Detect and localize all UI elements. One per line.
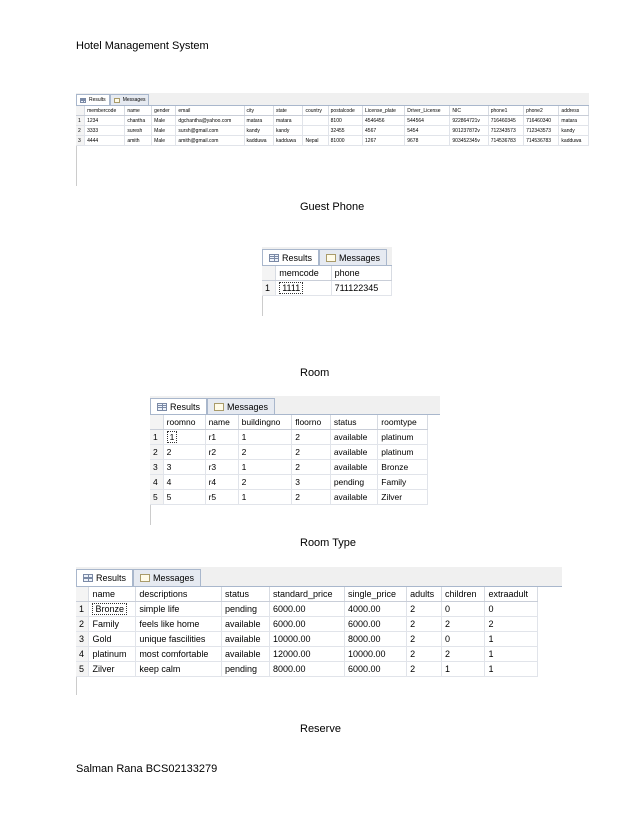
table-cell[interactable]: 6000.00 bbox=[345, 662, 407, 677]
table-cell[interactable]: amith@gmail.com bbox=[176, 136, 244, 146]
table-cell[interactable]: 8100 bbox=[328, 116, 362, 126]
table-cell[interactable]: 2 bbox=[292, 430, 331, 445]
table-cell[interactable]: 1 bbox=[238, 460, 292, 475]
table-cell[interactable]: 8000.00 bbox=[345, 632, 407, 647]
table-cell[interactable]: r4 bbox=[205, 475, 238, 490]
table-cell[interactable]: Family bbox=[378, 475, 428, 490]
table-cell[interactable]: available bbox=[330, 460, 377, 475]
column-header[interactable]: License_plate bbox=[363, 106, 405, 116]
table-cell[interactable]: matara bbox=[274, 116, 303, 126]
table-cell[interactable]: Zilver bbox=[89, 662, 136, 677]
guest-results-panel bbox=[76, 93, 589, 186]
table-row[interactable] bbox=[76, 632, 538, 647]
row-number[interactable]: 1 bbox=[262, 281, 276, 296]
table-cell[interactable]: 10000.00 bbox=[269, 632, 344, 647]
table-cell[interactable]: 712343573 bbox=[488, 126, 523, 136]
table-cell[interactable]: 2 bbox=[485, 617, 538, 632]
messages-tab-label: Messages bbox=[122, 97, 146, 103]
grid-empty-area bbox=[76, 677, 562, 695]
table-cell[interactable] bbox=[89, 602, 136, 617]
column-header[interactable]: phone bbox=[331, 266, 391, 281]
message-icon bbox=[114, 98, 120, 103]
table-cell[interactable]: 2 bbox=[292, 460, 331, 475]
table-cell[interactable]: 903452345v bbox=[450, 136, 488, 146]
table-cell[interactable] bbox=[163, 430, 205, 445]
table-cell[interactable]: 0 bbox=[485, 602, 538, 617]
table-cell[interactable]: Zilver bbox=[378, 490, 428, 505]
table-cell[interactable]: 2 bbox=[407, 647, 442, 662]
table-cell[interactable]: 4567 bbox=[363, 126, 405, 136]
table-cell[interactable]: Nepal bbox=[303, 136, 328, 146]
results-tabs bbox=[262, 247, 392, 266]
table-cell[interactable]: available bbox=[222, 617, 270, 632]
table-cell[interactable]: unique fascilities bbox=[136, 632, 222, 647]
messages-tab-label: Messages bbox=[339, 252, 381, 263]
corner-cell[interactable] bbox=[150, 415, 163, 430]
message-icon bbox=[214, 403, 224, 411]
messages-tab[interactable] bbox=[207, 398, 275, 414]
document-footer: Salman Rana BCS02133279 bbox=[76, 763, 218, 775]
guest-phone-table bbox=[262, 266, 392, 296]
table-cell[interactable]: 9678 bbox=[405, 136, 450, 146]
column-header[interactable]: name bbox=[125, 106, 152, 116]
table-cell[interactable]: r3 bbox=[205, 460, 238, 475]
table-cell[interactable]: r1 bbox=[205, 430, 238, 445]
results-tab[interactable] bbox=[76, 569, 133, 586]
table-cell[interactable]: 1 bbox=[485, 632, 538, 647]
table-cell[interactable]: chantha bbox=[125, 116, 152, 126]
guest-phone-results-panel bbox=[262, 247, 392, 316]
row-number[interactable]: 1 bbox=[76, 602, 89, 617]
guest-phone-caption: Guest Phone bbox=[300, 201, 365, 213]
table-cell[interactable]: 922864721v bbox=[450, 116, 488, 126]
results-tab-label: Results bbox=[170, 401, 201, 412]
table-cell[interactable]: most comfortable bbox=[136, 647, 222, 662]
table-cell[interactable]: 712343573 bbox=[524, 126, 559, 136]
guest-table bbox=[76, 106, 589, 146]
table-cell[interactable]: 4444 bbox=[85, 136, 125, 146]
table-cell[interactable]: Family bbox=[89, 617, 136, 632]
table-cell[interactable]: 2 bbox=[407, 617, 442, 632]
table-cell[interactable]: 2 bbox=[442, 647, 485, 662]
table-cell[interactable]: suresh bbox=[125, 126, 152, 136]
messages-tab[interactable] bbox=[319, 249, 387, 265]
table-cell[interactable]: 2 bbox=[238, 445, 292, 460]
results-tabs bbox=[76, 567, 562, 587]
table-cell[interactable]: 4000.00 bbox=[345, 602, 407, 617]
messages-tab-label: Messages bbox=[153, 573, 195, 583]
results-tab[interactable] bbox=[150, 398, 207, 414]
table-row[interactable] bbox=[150, 430, 428, 445]
column-header[interactable]: roomtype bbox=[378, 415, 428, 430]
column-header[interactable]: single_price bbox=[345, 587, 407, 602]
column-header[interactable]: status bbox=[222, 587, 270, 602]
table-cell[interactable]: 3333 bbox=[85, 126, 125, 136]
table-row[interactable] bbox=[76, 126, 589, 136]
corner-cell[interactable] bbox=[76, 587, 89, 602]
messages-tab-label: Messages bbox=[227, 401, 269, 412]
column-header[interactable]: email bbox=[176, 106, 244, 116]
grid-icon bbox=[80, 98, 86, 103]
messages-tab[interactable] bbox=[110, 94, 150, 105]
row-number[interactable]: 3 bbox=[76, 136, 85, 146]
message-icon bbox=[326, 254, 336, 262]
table-cell[interactable]: 711122345 bbox=[331, 281, 391, 296]
room-results-panel bbox=[150, 396, 440, 525]
row-number[interactable]: 4 bbox=[76, 647, 89, 662]
table-cell[interactable]: 81000 bbox=[328, 136, 362, 146]
column-header[interactable]: standard_price bbox=[269, 587, 344, 602]
grid-empty-area bbox=[150, 505, 440, 525]
table-cell[interactable]: 12000.00 bbox=[269, 647, 344, 662]
column-header[interactable]: extraadult bbox=[485, 587, 538, 602]
column-header[interactable]: address bbox=[559, 106, 589, 116]
table-cell[interactable]: 5454 bbox=[405, 126, 450, 136]
table-cell[interactable]: 3 bbox=[292, 475, 331, 490]
table-cell[interactable]: 0 bbox=[442, 632, 485, 647]
header-row bbox=[76, 587, 538, 602]
table-cell[interactable]: kandy bbox=[274, 126, 303, 136]
table-cell[interactable]: 714536783 bbox=[524, 136, 559, 146]
table-cell[interactable]: 1267 bbox=[363, 136, 405, 146]
table-cell[interactable]: 4546456 bbox=[363, 116, 405, 126]
table-cell[interactable]: available bbox=[330, 445, 377, 460]
table-row[interactable] bbox=[76, 136, 589, 146]
table-cell[interactable]: platinum bbox=[378, 430, 428, 445]
table-cell[interactable]: 0 bbox=[442, 602, 485, 617]
table-cell[interactable]: Male bbox=[152, 126, 176, 136]
column-header[interactable]: status bbox=[330, 415, 377, 430]
row-number[interactable]: 3 bbox=[76, 632, 89, 647]
table-cell[interactable]: 32455 bbox=[328, 126, 362, 136]
table-cell[interactable]: Gold bbox=[89, 632, 136, 647]
table-cell[interactable]: available bbox=[222, 632, 270, 647]
table-row[interactable] bbox=[150, 490, 428, 505]
document-header: Hotel Management System bbox=[76, 40, 209, 52]
table-cell[interactable]: Male bbox=[152, 136, 176, 146]
header-row bbox=[150, 415, 428, 430]
table-cell[interactable]: 2 bbox=[238, 475, 292, 490]
column-header[interactable]: country bbox=[303, 106, 328, 116]
table-cell[interactable]: 2 bbox=[407, 662, 442, 677]
table-cell[interactable]: feels like home bbox=[136, 617, 222, 632]
table-row[interactable] bbox=[76, 116, 589, 126]
table-cell[interactable]: r2 bbox=[205, 445, 238, 460]
room-type-results-panel bbox=[76, 567, 562, 695]
table-cell[interactable]: 2 bbox=[407, 632, 442, 647]
table-row[interactable] bbox=[150, 445, 428, 460]
column-header[interactable]: gender bbox=[152, 106, 176, 116]
row-number[interactable]: 3 bbox=[150, 460, 163, 475]
table-cell[interactable]: 2 bbox=[407, 602, 442, 617]
table-cell[interactable]: matara bbox=[559, 116, 589, 126]
column-header[interactable]: roomno bbox=[163, 415, 205, 430]
table-cell[interactable]: Bronze bbox=[378, 460, 428, 475]
table-cell[interactable]: pending bbox=[222, 662, 270, 677]
column-header[interactable]: adults bbox=[407, 587, 442, 602]
table-cell[interactable]: 1 bbox=[238, 430, 292, 445]
room-type-table bbox=[76, 587, 538, 677]
table-cell[interactable]: 8000.00 bbox=[269, 662, 344, 677]
column-header[interactable]: Driver_License bbox=[405, 106, 450, 116]
column-header[interactable]: name bbox=[205, 415, 238, 430]
table-cell[interactable] bbox=[303, 116, 328, 126]
table-cell[interactable]: 714536783 bbox=[488, 136, 523, 146]
table-cell[interactable]: 10000.00 bbox=[345, 647, 407, 662]
table-cell[interactable]: sursh@gmail.com bbox=[176, 126, 244, 136]
results-tabs bbox=[76, 93, 589, 106]
table-cell[interactable]: 1 bbox=[485, 662, 538, 677]
table-cell[interactable]: r5 bbox=[205, 490, 238, 505]
selected-cell-value: 1111 bbox=[279, 282, 303, 294]
room-caption: Room bbox=[300, 367, 330, 379]
table-row[interactable] bbox=[76, 647, 538, 662]
table-cell[interactable]: kadduwa bbox=[244, 136, 273, 146]
table-row[interactable] bbox=[150, 460, 428, 475]
table-cell[interactable]: dgchantha@yahoo.com bbox=[176, 116, 244, 126]
column-header[interactable]: children bbox=[442, 587, 485, 602]
table-cell[interactable]: simple life bbox=[136, 602, 222, 617]
column-header[interactable]: phone1 bbox=[488, 106, 523, 116]
grid-icon bbox=[157, 403, 167, 411]
results-tabs bbox=[150, 396, 440, 415]
grid-icon bbox=[83, 574, 93, 582]
table-cell[interactable]: platinum bbox=[89, 647, 136, 662]
table-cell[interactable]: available bbox=[222, 647, 270, 662]
corner-cell[interactable] bbox=[76, 106, 85, 116]
table-row[interactable] bbox=[150, 475, 428, 490]
row-number[interactable]: 5 bbox=[76, 662, 89, 677]
table-cell[interactable]: 1 bbox=[442, 662, 485, 677]
row-number[interactable]: 2 bbox=[76, 617, 89, 632]
results-tab-label: Results bbox=[282, 252, 313, 263]
table-row[interactable] bbox=[76, 617, 538, 632]
row-number[interactable]: 1 bbox=[150, 430, 163, 445]
column-header[interactable]: NIC bbox=[450, 106, 488, 116]
grid-empty-area bbox=[76, 146, 589, 186]
column-header[interactable]: membercode bbox=[85, 106, 125, 116]
table-cell[interactable]: matara bbox=[244, 116, 273, 126]
messages-tab[interactable] bbox=[133, 569, 201, 586]
table-cell[interactable]: Male bbox=[152, 116, 176, 126]
header-row bbox=[76, 106, 589, 116]
table-cell[interactable]: 716460345 bbox=[488, 116, 523, 126]
column-header[interactable]: buildingno bbox=[238, 415, 292, 430]
table-cell[interactable]: 2 bbox=[442, 617, 485, 632]
table-cell[interactable]: 2 bbox=[292, 490, 331, 505]
table-cell[interactable]: 5 bbox=[163, 490, 205, 505]
table-row[interactable] bbox=[262, 281, 392, 296]
table-cell[interactable]: 6000.00 bbox=[269, 602, 344, 617]
row-number[interactable]: 2 bbox=[76, 126, 85, 136]
table-cell[interactable]: 4 bbox=[163, 475, 205, 490]
room-table bbox=[150, 415, 428, 505]
column-header[interactable]: floorno bbox=[292, 415, 331, 430]
message-icon bbox=[140, 574, 150, 582]
table-cell[interactable]: 1 bbox=[485, 647, 538, 662]
table-cell[interactable]: pending bbox=[222, 602, 270, 617]
table-cell[interactable]: kandy bbox=[559, 126, 589, 136]
row-number[interactable]: 5 bbox=[150, 490, 163, 505]
table-cell[interactable]: 544564 bbox=[405, 116, 450, 126]
corner-cell[interactable] bbox=[262, 266, 276, 281]
table-cell[interactable]: kadduwa bbox=[559, 136, 589, 146]
table-cell[interactable]: platinum bbox=[378, 445, 428, 460]
results-tab-label: Results bbox=[96, 573, 127, 583]
header-row bbox=[262, 266, 392, 281]
table-cell[interactable]: 6000.00 bbox=[269, 617, 344, 632]
selected-cell-value: 1 bbox=[167, 431, 178, 443]
table-cell[interactable]: 716460340 bbox=[524, 116, 559, 126]
column-header[interactable]: name bbox=[89, 587, 136, 602]
room-type-caption: Room Type bbox=[300, 537, 357, 549]
table-row[interactable] bbox=[76, 662, 538, 677]
column-header[interactable]: memcode bbox=[276, 266, 331, 281]
table-cell[interactable]: 1234 bbox=[85, 116, 125, 126]
table-cell[interactable] bbox=[276, 281, 331, 296]
table-row[interactable] bbox=[76, 602, 538, 617]
column-header[interactable]: city bbox=[244, 106, 273, 116]
column-header[interactable]: descriptions bbox=[136, 587, 222, 602]
table-cell[interactable]: 6000.00 bbox=[345, 617, 407, 632]
results-tab[interactable] bbox=[76, 94, 110, 105]
column-header[interactable]: state bbox=[274, 106, 303, 116]
table-cell[interactable]: kandy bbox=[244, 126, 273, 136]
row-number[interactable]: 2 bbox=[150, 445, 163, 460]
table-cell[interactable]: 2 bbox=[163, 445, 205, 460]
table-cell[interactable]: available bbox=[330, 490, 377, 505]
table-cell[interactable]: available bbox=[330, 430, 377, 445]
table-cell[interactable]: 1 bbox=[238, 490, 292, 505]
selected-cell-value: Bronze bbox=[92, 603, 127, 615]
row-number[interactable]: 4 bbox=[150, 475, 163, 490]
table-cell[interactable]: 3 bbox=[163, 460, 205, 475]
table-cell[interactable]: amith bbox=[125, 136, 152, 146]
table-cell[interactable]: kadduwa bbox=[274, 136, 303, 146]
table-cell[interactable]: keep calm bbox=[136, 662, 222, 677]
grid-icon bbox=[269, 254, 279, 262]
table-cell[interactable] bbox=[303, 126, 328, 136]
row-number[interactable]: 1 bbox=[76, 116, 85, 126]
results-tab[interactable] bbox=[262, 249, 319, 265]
results-tab-label: Results bbox=[89, 97, 106, 103]
table-cell[interactable]: pending bbox=[330, 475, 377, 490]
column-header[interactable]: postalcode bbox=[328, 106, 362, 116]
table-cell[interactable]: 2 bbox=[292, 445, 331, 460]
table-cell[interactable]: 901237872v bbox=[450, 126, 488, 136]
reserve-caption: Reserve bbox=[300, 723, 341, 735]
grid-empty-area bbox=[262, 296, 392, 316]
column-header[interactable]: phone2 bbox=[524, 106, 559, 116]
